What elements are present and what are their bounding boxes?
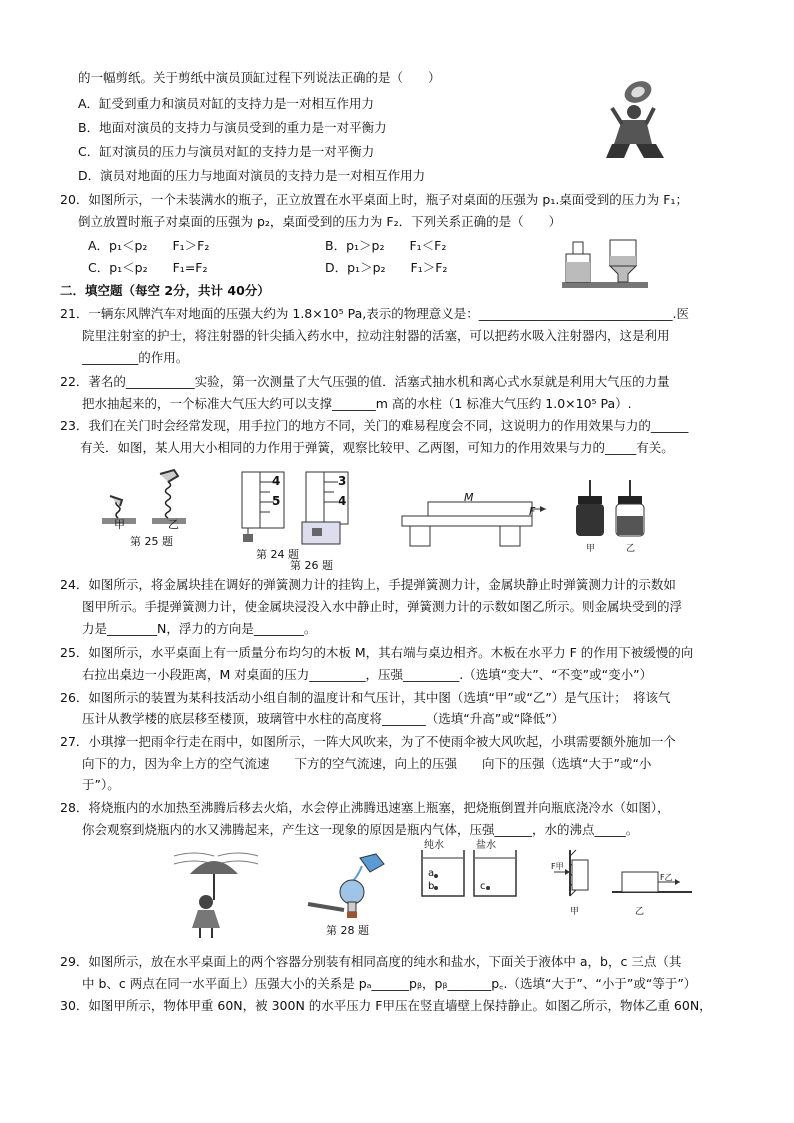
paper-cut-performer-figure (600, 78, 672, 162)
point-b-label: b (428, 881, 435, 892)
fig-26-caption: 第 26 题 (290, 559, 333, 572)
q23-line2: 有关．如图，某人用大小相同的力作用于弹簧，观察比较甲、乙两图，可知力的作用效果与力的_____有关。 (80, 440, 674, 455)
q19-stem: 的一幅剪纸。关于剪纸中演员顶缸过程下列说法正确的是（ ） (78, 70, 441, 85)
fig-24-caption: 第 24 题 (256, 548, 299, 561)
q29-line1: 29．如图所示，放在水平桌面上的两个容器分别装有相同高度的纯水和盐水，下面关于液体中 a，b，c 三点（其 (60, 954, 682, 969)
q19-option-a: A．缸受到重力和演员对缸的支持力是一对相互作用力 (78, 96, 375, 111)
q21-line2: 院里注射室的护士，将注射器的针尖插入药水中，拉动注射器的活塞，可以把药水吸入注射器内，这是利用 (82, 328, 670, 343)
board-label-m: M (464, 491, 474, 504)
q20-option-d: D．p₁＞p₂ F₁＞F₂ (325, 260, 448, 275)
q22-line2: 把水抽起来的，一个标准大气压大约可以支撑_______m 高的水柱（1 标准大气压约 1.0×10⁵ Pa）. (82, 396, 632, 411)
fig-26-label-yi: 乙 (626, 544, 636, 554)
thermo-barometer-figure (570, 478, 650, 546)
bottles-figure (560, 236, 650, 292)
umbrella-girl-figure (168, 840, 260, 942)
q25-line2: 右拉出桌边一小段距离，M 对桌面的压力_________，压强_________.（选填“变大”、“不变”或“变小”） (82, 667, 653, 682)
q21-line1: 21．一辆东风牌汽车对地面的压强大约为 1.8×10⁵ Pa,表示的物理意义是：_______________________________.医 (60, 306, 689, 321)
q28-line1: 28．将烧瓶内的水加热至沸腾后移去火焰，水会停止沸腾迅速塞上瓶塞，把烧瓶倒置并向瓶底浇冷水（如图）， (60, 800, 670, 815)
fig-28-caption: 第 28 题 (326, 924, 369, 937)
force-label-fjia: F甲 (551, 862, 564, 871)
q20-line2: 倒立放置时瓶子对桌面的压强为 p₂，桌面受到的压力为 F₂．下列关系正确的是（ ） (78, 214, 562, 229)
force-label-f: F (529, 505, 536, 518)
scale-digit-5: 5 (272, 494, 281, 508)
q29-line2: 中 b、c 两点在同一水平面上）压强大小的关系是 pₐ______pᵦ，pᵦ_______p꜀.（选填“大于”、“小于”或“等于”） (82, 976, 697, 991)
q20-option-b: B．p₁＞p₂ F₁＜F₂ (325, 238, 447, 253)
q24-line2: 图甲所示。手提弹簧测力计，使金属块浸没入水中静止时，弹簧测力计的示数如图乙所示。则金属块受到的浮 (82, 599, 683, 614)
scale-digit-4-left: 4 (272, 474, 281, 488)
q22-line1: 22．著名的___________实验，第一次测量了大气压强的值．活塞式抽水机和离心式水泵就是利用大气压的力量 (60, 374, 670, 389)
q27-line3: 于”）。 (82, 777, 120, 792)
flask-pouring-figure (306, 852, 392, 924)
q20-option-a: A．p₁＜p₂ F₁＞F₂ (88, 238, 210, 253)
pure-water-label: 纯水 (424, 840, 444, 851)
fig-25-caption: 第 25 题 (130, 535, 173, 548)
fig-25-label-yi: 乙 (168, 518, 179, 531)
fig-30-label-jia: 甲 (570, 907, 580, 917)
force-label-fyi: F乙 (660, 873, 673, 882)
q19-option-c: C．缸对演员的压力与演员对缸的支持力是一对平衡力 (78, 144, 375, 159)
q21-line3: _________的作用。 (82, 350, 189, 365)
q30-line1: 30．如图甲所示，物体甲重 60N，被 300N 的水平压力 F甲压在竖直墙壁上保持静止。如图乙所示，物体乙重 60N， (60, 998, 712, 1013)
q19-option-d: D．演员对地面的压力与地面对演员的支持力是一对相互作用力 (78, 168, 426, 183)
q24-line3: 力是________N，浮力的方向是________。 (82, 621, 317, 636)
board-table-figure (400, 494, 550, 550)
q25-line1: 25．如图所示，水平桌面上有一质量分布均匀的木板 M，其右端与桌边相齐。木板在水平力 F 的作用下被缓慢的向 (60, 645, 694, 660)
fig-26-label-jia: 甲 (586, 544, 596, 554)
q23-line1: 23．我们在关门时会经常发现，用手拉门的地方不同，关门的难易程度会不同，这说明力的作用效果与力的______ (60, 418, 689, 433)
q20-line1: 20．如图所示，一个未装满水的瓶子，正立放置在水平桌面上时，瓶子对桌面的压强为 p₁.桌面受到的压力为 F₁； (60, 192, 688, 207)
scale-digit-3: 3 (338, 474, 347, 488)
q27-line1: 27．小琪撑一把雨伞行走在雨中，如图所示，一阵大风吹来，为了不使雨伞被大风吹起，小琪需要额外施加一个 (60, 734, 676, 749)
q26-line1: 26．如图所示的装置为某科技活动小组自制的温度计和气压计，其中图（选填“甲”或“乙”）是气压计； 将该气 (60, 690, 671, 705)
q24-line1: 24．如图所示，将金属块挂在调好的弹簧测力计的挂钩上，手提弹簧测力计，金属块静止时弹簧测力计的示数如 (60, 577, 676, 592)
fig-25-label-jia: 甲 (114, 518, 125, 531)
point-c-label: c (480, 881, 486, 892)
wall-and-floor-figure (550, 848, 698, 904)
section-2-heading: 二．填空题（每空 2分，共计 40分） (60, 283, 270, 298)
q19-option-b: B．地面对演员的支持力与演员受到的重力是一对平衡力 (78, 120, 387, 135)
scale-digit-4-right: 4 (338, 494, 347, 508)
q28-line2: 你会观察到烧瓶内的水又沸腾起来，产生这一现象的原因是瓶内气体，压强______，水的沸点_____。 (82, 822, 639, 837)
fig-30-label-yi: 乙 (635, 907, 645, 917)
point-a-label: a (428, 868, 435, 879)
q26-line2: 压计从教学楼的底层移至楼顶，玻璃管中水柱的高度将_______（选填“升高”或“降低”） (82, 711, 565, 726)
q27-line2: 向下的力，因为伞上方的空气流速 下方的空气流速，向上的压强 向下的压强（选填“大于”或“小 (82, 756, 652, 771)
salt-water-label: 盐水 (476, 840, 496, 851)
q20-option-c: C．p₁＜p₂ F₁=F₂ (88, 260, 208, 275)
